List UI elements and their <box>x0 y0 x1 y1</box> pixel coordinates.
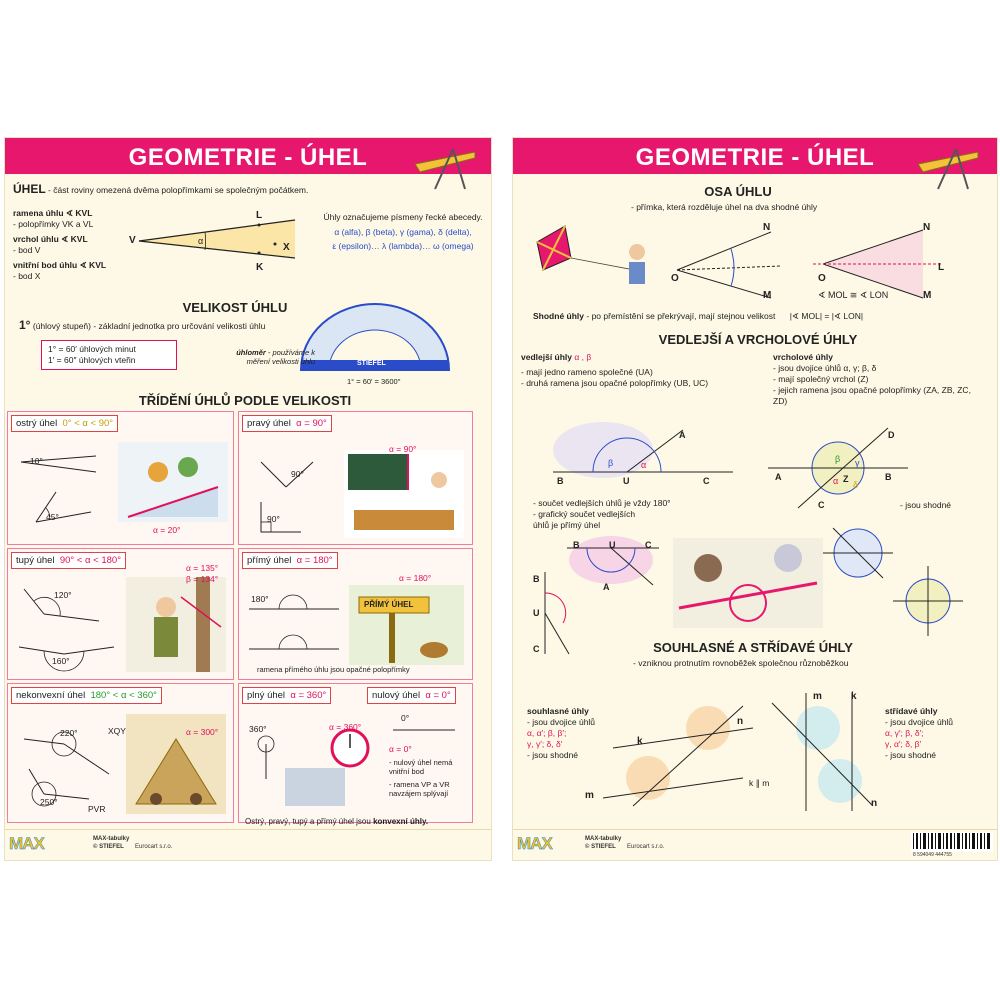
corr-n: n <box>737 716 744 727</box>
arms-label: ramena úhlu ∢ KVL <box>13 208 93 218</box>
right-angle-tag <box>242 415 332 432</box>
max-logo: MAX <box>517 834 552 853</box>
kite-illustration <box>525 222 655 302</box>
vert-d: D <box>888 430 895 440</box>
zero-range: α = 0° <box>425 690 451 701</box>
vert-beta: β <box>835 454 841 464</box>
right-angle-label: pravý úhel <box>247 418 291 429</box>
inner-label: vnitřní bod úhlu ∢ KVL <box>13 260 107 270</box>
full-tag <box>242 687 331 704</box>
compass-ruler-icon <box>918 144 978 194</box>
protractor-brand: STIEFEL <box>357 360 386 367</box>
degree-symbol: 1° <box>19 318 31 332</box>
greek-line1: α (alfa), β (beta), γ (gama), δ (delta), <box>334 227 472 237</box>
adj-2: - druhá ramena jsou opačné polopřímky (UB, UC) <box>521 378 709 388</box>
def-text: - část roviny omezená dvěma polopřímkami se společným počátkem. <box>48 185 309 195</box>
adj-1: - mají jedno rameno společné (UA) <box>521 367 653 377</box>
vertical-diagram-3 <box>893 566 963 636</box>
alt-4: - jsou shodné <box>885 750 937 760</box>
full-a: 360° <box>249 724 267 734</box>
alpha-label: α <box>198 236 204 246</box>
zero-a: 0° <box>401 713 410 723</box>
vert-a: A <box>775 472 782 482</box>
acute-label: ostrý úhel <box>16 418 58 429</box>
inner-sub: - bod X <box>13 271 41 281</box>
congruent-formula: |∢ MOL| = |∢ LON| <box>789 311 864 321</box>
zero-label: nulový úhel <box>372 690 421 701</box>
zero-alpha: α = 0° <box>389 744 412 754</box>
congruent-line <box>533 311 983 322</box>
point-k-label: K <box>256 262 264 273</box>
adjv-c: C <box>533 644 540 654</box>
reflex-label: nekonvexní úhel <box>16 690 86 701</box>
obtuse-label: tupý úhel <box>16 555 55 566</box>
adj-label: vedlejší úhly <box>521 352 573 362</box>
zero-note1: - nulový úhel nemá vnitřní bod <box>389 758 453 776</box>
reflex-b: 250° <box>40 797 58 807</box>
point-x-label: X <box>283 242 290 253</box>
reflex-box <box>7 683 234 823</box>
corr-3: γ, γ′; δ, δ′ <box>527 739 563 749</box>
point-l-label: L <box>256 210 263 221</box>
vertex-sub: - bod V <box>13 245 41 255</box>
footer-eurocart: Eurocart s.r.o. <box>135 844 173 850</box>
adj-greek: α , β <box>574 352 592 362</box>
corr-4: - jsou shodné <box>527 750 579 760</box>
adj-a: A <box>679 430 686 440</box>
vertical-info <box>773 352 973 407</box>
corr-2: α, α′; β, β′; <box>527 728 567 738</box>
alt-k: k <box>851 691 857 702</box>
congruent-word: Shodné úhly <box>533 311 584 321</box>
vert-2: - mají společný vrchol (Z) <box>773 374 869 384</box>
adj-u: U <box>623 476 630 486</box>
obtuse-a: 120° <box>54 590 72 600</box>
adjacent-sum <box>533 498 733 531</box>
adj-b: B <box>557 476 564 486</box>
max-logo: MAX <box>9 834 44 853</box>
footer-eurocart: Eurocart s.r.o. <box>627 844 665 850</box>
poster-left <box>5 138 491 860</box>
degree-text: (úhlový stupeň) - základní jednotka pro určování velikosti úhlu <box>32 321 266 331</box>
footer <box>5 829 491 860</box>
vert-same: - jsou shodné <box>900 500 952 510</box>
bisector2-n: N <box>923 222 931 233</box>
convex-note-b: konvexní úhly. <box>373 817 429 826</box>
reflex-tag <box>11 687 162 704</box>
vert-delta: δ <box>853 480 859 490</box>
straight-tag <box>242 552 338 569</box>
alt-n: n <box>871 798 878 809</box>
obtuse-b: 160° <box>52 656 70 666</box>
reflex-alpha: α = 300° <box>186 727 219 737</box>
vert-b: B <box>885 472 892 482</box>
vertical-diagram <box>768 420 908 510</box>
straight-box <box>238 548 473 680</box>
alt-3: γ, α′; δ, β′ <box>885 739 922 749</box>
convex-note <box>245 816 428 827</box>
vertex-label: vrchol úhlu ∢ KVL <box>13 234 88 244</box>
acute-b: 45° <box>46 512 59 522</box>
zero-diagram <box>389 720 459 740</box>
straight-alpha: α = 180° <box>399 573 432 583</box>
vert-label: vrcholové úhly <box>773 352 833 362</box>
reflex-b-name: PVR <box>88 804 106 814</box>
greek-line2: ε (epsilon)… λ (lambda)… ω (omega) <box>332 241 474 251</box>
protractor-text: - používáme k měření velikosti úhlu <box>246 348 315 366</box>
acute-box <box>7 411 234 545</box>
greek-note <box>323 212 483 252</box>
bisector-diagram-1 <box>671 222 791 302</box>
mol-lon: ∢ MOL ≅ ∢ LON <box>818 290 889 300</box>
protractor-note <box>223 348 315 366</box>
footer-stiefel: © STIEFEL <box>585 844 616 850</box>
page-title: GEOMETRIE - ÚHEL <box>635 144 875 171</box>
straight-label: přímý úhel <box>247 555 292 566</box>
point-v-label: V <box>129 235 136 246</box>
minutes-text: 1° = 60′ úhlových minut <box>48 344 136 354</box>
alt-label: střídavé úhly <box>885 706 938 716</box>
reflex-a: 220° <box>60 728 78 738</box>
vert-1: - jsou dvojice úhlů α, γ; β, δ <box>773 363 877 373</box>
poster-right <box>513 138 997 860</box>
bisector2-o: O <box>818 273 826 284</box>
vert-alpha: α <box>833 476 839 486</box>
adjv-u: U <box>533 608 540 618</box>
adj-title: VEDLEJŠÍ A VRCHOLOVÉ ÚHLY <box>658 332 858 347</box>
obtuse-alpha: α = 135° <box>186 563 219 573</box>
signpost-illustration <box>349 585 464 665</box>
obtuse-range: 90° < α < 180° <box>59 555 122 566</box>
sum-c: C <box>645 540 652 550</box>
sum-a: A <box>603 582 610 592</box>
bisector2-m: M <box>923 290 932 301</box>
barcode <box>911 832 993 852</box>
full-range: α = 360° <box>290 690 327 701</box>
deg-seconds: 1° = 60′ = 3600″ <box>347 377 401 386</box>
adj-sum: - součet vedlejších úhlů je vždy 180° <box>533 498 671 508</box>
footer-stiefel: © STIEFEL <box>93 844 124 850</box>
full-alpha: α = 360° <box>329 722 362 732</box>
protractor-word: úhloměr <box>236 348 266 357</box>
zero-note2: - ramena VP a VR navzájem splývají <box>389 780 450 798</box>
size-title: VELIKOST ÚHLU <box>182 300 288 315</box>
right-b: 90° <box>267 514 280 524</box>
right-a: 90° <box>291 469 304 479</box>
bisector1-o: O <box>671 273 679 284</box>
bisector1-n: N <box>763 222 771 233</box>
obtuse-beta: β = 134° <box>186 574 219 584</box>
vert-z: Z <box>843 474 849 484</box>
degree-def <box>19 320 319 332</box>
bisector-text: - přímka, která rozděluje úhel na dva shodné úhly <box>631 202 818 212</box>
acute-a: 10° <box>30 456 43 466</box>
greek-intro: Úhly označujeme písmeny řecké abecedy. <box>323 212 483 222</box>
right-alpha: α = 90° <box>389 444 417 454</box>
minutes-box <box>41 340 177 370</box>
angle-kvl-diagram <box>125 208 305 278</box>
vertical-diagram-2 <box>823 518 893 588</box>
corr-k: k <box>637 736 643 747</box>
adj-beta: β <box>608 458 614 468</box>
obtuse-tag <box>11 552 126 569</box>
def-word: ÚHEL <box>13 182 46 196</box>
corresponding-diagram <box>603 698 763 808</box>
sort-title: TŘÍDĚNÍ ÚHLŮ PODLE VELIKOSTI <box>138 393 352 408</box>
obtuse-box <box>7 548 234 680</box>
vert-c: C <box>818 500 825 510</box>
alternate-diagram <box>768 693 878 813</box>
barcode-number: 8 594049 444755 <box>913 852 952 858</box>
reflex-a-name: XQY <box>108 726 126 736</box>
corr-m: m <box>585 790 594 801</box>
vert-gamma: γ <box>855 458 860 468</box>
bisector2-l: L <box>938 262 945 273</box>
arms-sub: - polopřímky VK a VL <box>13 219 94 229</box>
footer <box>513 829 997 860</box>
vert-3: - jejich ramena jsou opačné polopřímky (ZA, ZB, ZC, ZD) <box>773 385 971 406</box>
straight-a: 180° <box>251 594 269 604</box>
acute-range: 0° < α < 90° <box>62 418 114 429</box>
congruent-text: - po přemístění se překrývají, mají stejnou velikost <box>586 311 776 321</box>
seesaw-illustration <box>673 538 823 628</box>
definition <box>13 184 433 196</box>
sum-u: U <box>609 540 616 550</box>
straight-note: ramena přímého úhlu jsou opačné polopřímky <box>257 665 410 674</box>
bisector1-m: M <box>763 290 772 301</box>
acute-alpha: α = 20° <box>153 525 181 535</box>
adjacent-diagram <box>543 420 743 490</box>
adjv-b: B <box>533 574 540 584</box>
alt-m: m <box>813 691 822 702</box>
sum-b: B <box>573 540 580 550</box>
corr-label: souhlasné úhly <box>527 706 589 716</box>
full-zero-box <box>238 683 473 823</box>
acute-illustration <box>118 442 228 522</box>
page-title: GEOMETRIE - ÚHEL <box>128 144 368 171</box>
parallel-sign: k ∥ m <box>749 778 770 788</box>
bisector-title: OSA ÚHLU <box>704 184 772 199</box>
corr-title: SOUHLASNÉ A STŘÍDAVÉ ÚHLY <box>653 640 853 655</box>
convex-note-a: Ostrý, pravý, tupý a přímý úhel jsou <box>245 817 371 826</box>
alt-2: α, γ′; β, δ′; <box>885 728 924 738</box>
straight-sign: PŘÍMÝ ÚHEL <box>364 600 414 609</box>
straight-range: α = 180° <box>296 555 333 566</box>
footer-tabs: MAX-tabulky <box>93 836 130 842</box>
seconds-text: 1′ = 60″ úhlových vteřin <box>48 355 136 365</box>
zero-tag <box>367 687 456 704</box>
adj-graph: - grafický součet vedlejších úhlů je přímý úhel <box>533 509 636 530</box>
adj-alpha: α <box>641 460 647 470</box>
footer-tabs: MAX-tabulky <box>585 836 622 842</box>
right-angle-range: α = 90° <box>296 418 327 429</box>
adjacent-info <box>521 352 751 389</box>
hunter-illustration <box>126 577 226 672</box>
right-angle-diagram <box>251 452 341 537</box>
right-angle-box <box>238 411 473 545</box>
corr-1: - jsou dvojice úhlů <box>527 717 596 727</box>
adj-c: C <box>703 476 710 486</box>
full-label: plný úhel <box>247 690 286 701</box>
reflex-range: 180° < α < 360° <box>90 690 157 701</box>
alt-1: - jsou dvojice úhlů <box>885 717 954 727</box>
alternate-info <box>885 706 985 761</box>
corr-text: - vzniknou protnutím rovnoběžek společnou různoběžkou <box>633 658 849 668</box>
acute-tag <box>11 415 118 432</box>
